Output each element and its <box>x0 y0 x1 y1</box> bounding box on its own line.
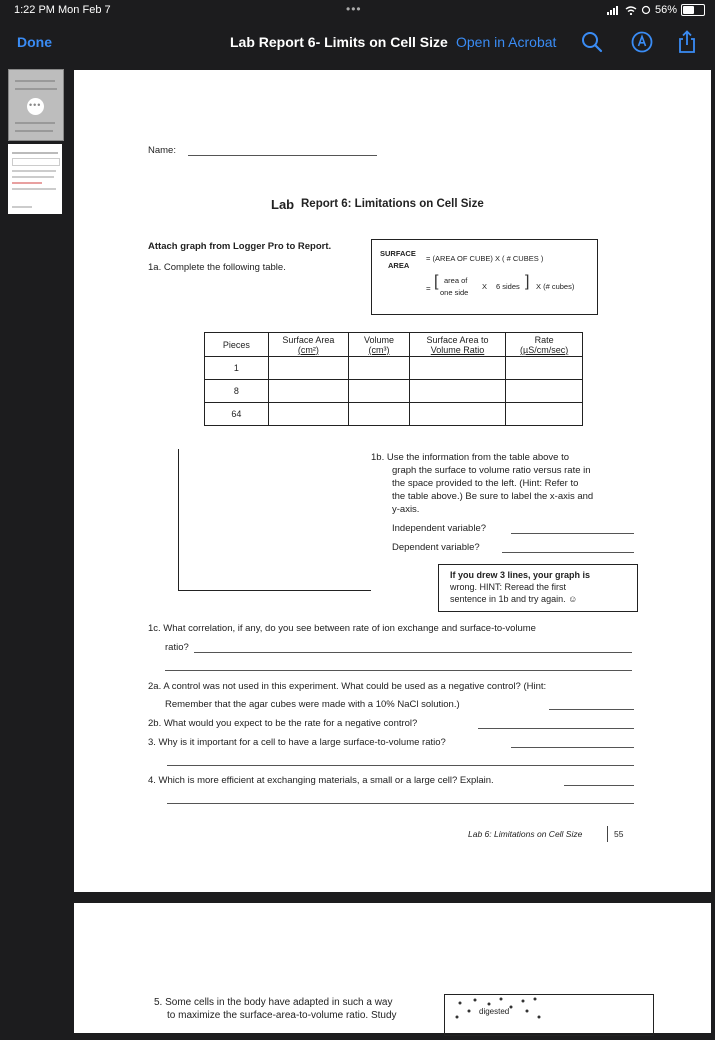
heading-lab: Lab <box>271 197 295 212</box>
answer-blank <box>165 670 632 671</box>
question-2a-cont: Remember that the agar cubes were made with a 10% NaCl solution.) <box>165 699 460 710</box>
particles-diagram <box>445 995 653 1035</box>
table-row <box>205 357 583 380</box>
pdf-page-56 <box>74 903 711 1033</box>
name-label: Name: <box>148 145 176 156</box>
lock-rotation-icon <box>641 5 651 15</box>
question-1b-line-4: the table above.) Be sure to label the x-axis and <box>392 491 594 502</box>
search-icon[interactable] <box>580 30 604 54</box>
header-surface-area: Surface Area (cm²) <box>268 333 349 357</box>
bracket-left: [ <box>434 273 439 290</box>
page-thumbnails-sidebar <box>0 64 70 1024</box>
header-pieces: Pieces <box>205 333 269 357</box>
answer-blank <box>478 728 634 729</box>
header-rate: Rate (µS/cm/sec) <box>506 333 583 357</box>
answer-blank <box>564 785 634 786</box>
header-volume: Volume (cm³) <box>349 333 410 357</box>
footer-divider <box>607 826 608 842</box>
nav-bar <box>0 22 715 64</box>
name-blank <box>188 155 377 156</box>
header-ratio: Surface Area to Volume Ratio <box>409 333 505 357</box>
answer-blank <box>167 765 634 766</box>
page-heading: Report 6: Limitations on Cell Size <box>301 198 484 210</box>
bracket-right: ] <box>525 273 530 290</box>
formula-cubes: X (# cubes) <box>536 282 575 291</box>
battery-icon <box>681 4 705 16</box>
question-4: 4. Which is more efficient at exchanging materials, a small or a large cell? Explain. <box>148 775 494 786</box>
page-number: 55 <box>614 829 624 839</box>
question-1b-line-5: y-axis. <box>392 504 420 515</box>
markup-icon[interactable] <box>630 30 654 54</box>
page-footer: Lab 6: Limitations on Cell Size <box>468 829 583 839</box>
signal-icon <box>607 6 621 15</box>
pieces-cell: 1 <box>205 357 269 380</box>
question-1c-cont: ratio? <box>165 642 189 653</box>
table-row <box>205 403 583 426</box>
hint-line-1: If you drew 3 lines, your graph is <box>450 570 591 580</box>
hint-line-2: wrong. HINT: Reread the first <box>450 582 567 592</box>
done-button[interactable]: Done <box>17 34 52 50</box>
independent-variable-label: Independent variable? <box>392 523 487 534</box>
dependent-variable-blank <box>502 552 634 553</box>
answer-blank <box>194 652 632 653</box>
question-1b-line-2: graph the surface to volume ratio versus rate in <box>392 465 591 476</box>
question-1b-line-3: the space provided to the left. (Hint: Refer to <box>392 478 579 489</box>
more-options-icon[interactable]: ••• <box>27 98 44 115</box>
open-in-acrobat-link[interactable]: Open in Acrobat <box>456 34 557 50</box>
wifi-icon <box>625 6 637 15</box>
answer-blank <box>549 709 634 710</box>
question-3: 3. Why is it important for a cell to have a large surface-to-volume ratio? <box>148 737 446 748</box>
hint-line-3: sentence in 1b and try again. ☺ <box>450 594 578 604</box>
formula-six-sides: 6 sides <box>496 282 520 291</box>
formula-times: X <box>482 282 488 291</box>
status-time: 1:22 PM Mon Feb 7 <box>14 4 111 16</box>
battery-percent: 56% <box>654 4 677 16</box>
pieces-cell: 64 <box>205 403 269 426</box>
graph-area <box>178 449 371 591</box>
question-1c: 1c. What correlation, if any, do you see between rate of ion exchange and surface-to-volume <box>148 623 536 634</box>
attach-graph-text: Attach graph from Logger Pro to Report. <box>148 241 332 252</box>
question-2b: 2b. What would you expect to be the rate for a negative control? <box>148 718 418 729</box>
formula-equals: = <box>426 284 431 293</box>
data-table <box>204 332 583 426</box>
formula-area-of: area of <box>444 276 468 285</box>
status-bar <box>0 0 715 22</box>
pdf-page-55 <box>74 70 711 892</box>
question-2a: 2a. A control was not used in this experiment. What could be used as a negative control? (Hint: <box>148 681 547 692</box>
answer-blank <box>167 803 634 804</box>
formula-one-side: one side <box>440 288 469 297</box>
formula-box <box>371 239 598 315</box>
thumbnail-page-1[interactable] <box>8 69 64 141</box>
pieces-cell: 8 <box>205 380 269 403</box>
answer-blank <box>511 747 634 748</box>
share-icon[interactable] <box>677 30 697 54</box>
dependent-variable-label: Dependent variable? <box>392 542 480 553</box>
question-5: 5. Some cells in the body have adapted in such a way <box>154 997 393 1008</box>
multitasking-dots[interactable]: ••• <box>346 2 362 16</box>
independent-variable-blank <box>511 533 634 534</box>
formula-surface: SURFACE <box>380 249 416 258</box>
document-title: Lab Report 6- Limits on Cell Size <box>230 34 448 50</box>
formula-line-1: = (AREA OF CUBE) X ( # CUBES ) <box>426 254 544 263</box>
hint-box <box>438 564 638 612</box>
formula-area: AREA <box>388 261 410 270</box>
cell-diagram-box <box>444 994 654 1036</box>
thumbnail-page-2[interactable] <box>8 144 62 214</box>
question-1b-line-1: 1b. Use the information from the table above to <box>371 452 570 463</box>
digested-label: digested <box>479 1007 510 1016</box>
question-5-cont: to maximize the surface-area-to-volume ratio. Study <box>167 1010 397 1021</box>
table-row <box>205 380 583 403</box>
question-1a: 1a. Complete the following table. <box>148 262 286 273</box>
